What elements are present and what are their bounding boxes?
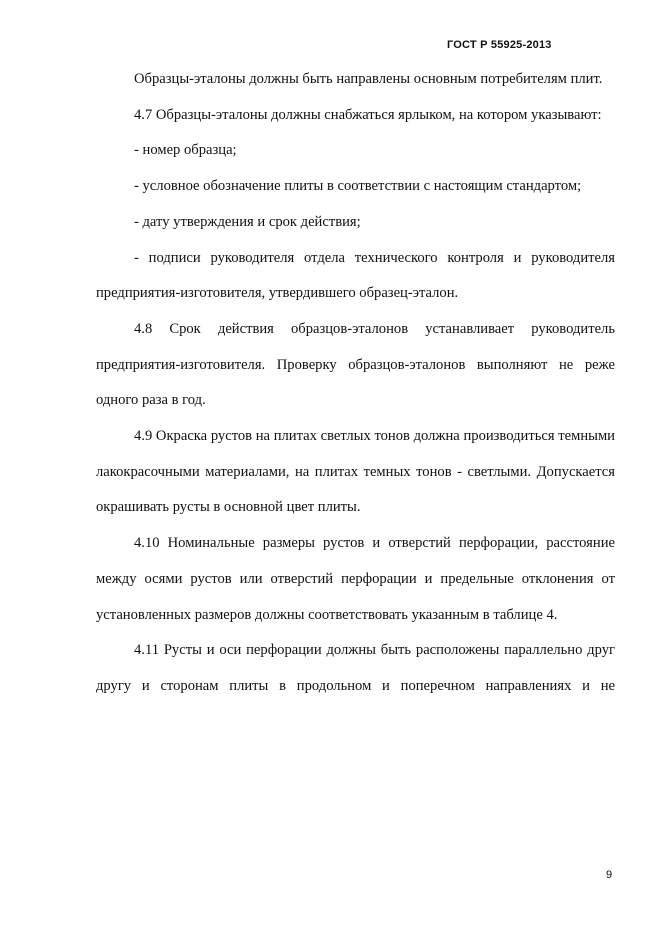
page-number: 9 <box>606 869 613 881</box>
list-item-designation: - условное обозначение плиты в соответствии с настоящим стандартом; <box>134 178 582 195</box>
list-item-signatures: - подписи руководителя отдела технического контроля и руководителя предприятия-изготовителя, утвердившего образец-эталон. <box>96 249 615 302</box>
paragraph-4-7: 4.7 Образцы-эталоны должны снабжаться ярлыком, на котором указывают: <box>134 106 602 123</box>
paragraph-4-8: 4.8 Срок действия образцов-эталонов устанавливает руководитель предприятия-изготовителя. Проверку образцов-эталонов выполняют не реже одного раза в год. <box>96 320 615 409</box>
paragraph-4-11: 4.11 Русты и оси перфорации должны быть расположены параллельно друг другу и сторонам плиты в продольном и поперечном направлениях и не <box>96 642 615 694</box>
list-item-approval-date: - дату утверждения и срок действия; <box>134 213 361 230</box>
page-body <box>96 62 615 705</box>
paragraph-4-10: 4.10 Номинальные размеры рустов и отверстий перфорации, расстояние между осями рустов или отверстий перфорации и предельные отклонения от установленных размеров должны соответствовать указанным в таблице 4. <box>96 535 615 623</box>
paragraph-samples-sent: Образцы-эталоны должны быть направлены основным потребителям плит. <box>134 71 603 87</box>
list-item-sample-number: - номер образца; <box>134 142 237 159</box>
document-header: ГОСТ Р 55925-2013 <box>447 39 552 51</box>
paragraph-4-9: 4.9 Окраска рустов на плитах светлых тонов должна производиться темными лакокрасочными материалами, на плитах темных тонов - светлыми. Допускается окрашивать русты в основной цвет плиты. <box>96 428 615 516</box>
